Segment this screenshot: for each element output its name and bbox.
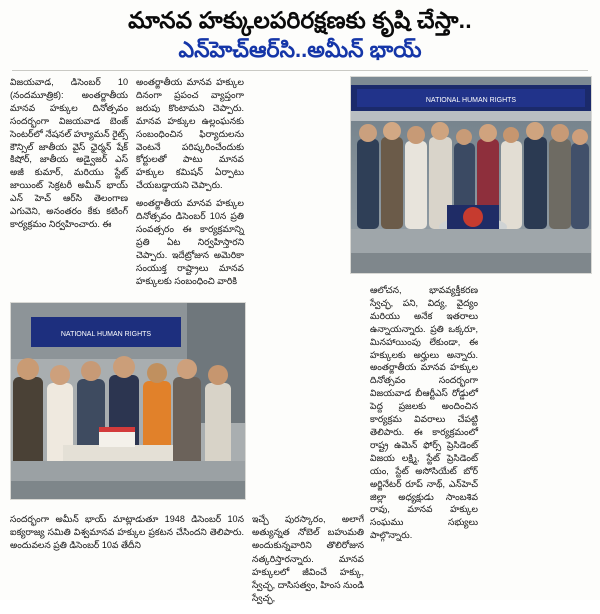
paragraph: సందర్భంగా అమీన్ భాయ్ మాట్లాడుతూ 1948 డిసెంబర్ 10న ఐక్యరాజ్య సమితి విశ్వమానవ హక్కుల ప్రకటన చేసిందని తెలిపారు. అందువలన ప్రతి డిసెంబర్ 10వ తేదీని (10, 514, 244, 551)
group-photo-human-rights-day (350, 76, 592, 274)
article-column-3 (370, 284, 478, 547)
headline-block (10, 6, 590, 64)
article-column-1 (10, 76, 128, 236)
header-divider (12, 70, 588, 71)
cake-cutting-photo (10, 302, 246, 500)
group-photo-illustration (351, 77, 591, 273)
cake-cutting-illustration (11, 303, 245, 499)
paragraph: ఆలోచన, భావవ్యక్తీకరణ స్వేచ్ఛ, పని, విద్య, వైద్యం మరియు అనేక ఇతరాలు ఉన్నాయన్నారు. ప్రతి ఒక్కరూ, మినహాయింపు లేకుండా, ఈ హక్కులకు అర్హులు అన్నారు. అంతర్జాతీయ మానవ హక్కుల దినోత్సవం సందర్భంగా విజయవాడ బీఆర్టీఎస్ రోడ్డులో పెద్ద ప్రజలకు అందించిన కార్యక్రమ వివరాలు చేపట్టి తెలిపారు. ఈ కార్యక్రమంలో రాష్ట్ర ఉమెన్ ఫోర్స్ ప్రెసిడెంట్ విజయ లక్ష్మి, స్టేట్ ప్రెసిడెంట్ యం, స్టేట్ అసోసియేట్ బోర్ అర్జినేటర్ రూప్ నాథ్, ఎన్‌హెచ్ జిల్లా అధ్యక్షుడు సాంబశివ రావు, మానవ హక్కుల సంఘము సభ్యులు పాల్గొన్నారు. (370, 285, 478, 541)
article-column-2 (136, 76, 244, 293)
paragraph: అంతర్జాతీయ మానవ హక్కుల దినోత్సవం డిసెంబర్ 10న ప్రతి సంవత్సరం ఈ కార్యక్రమాన్ని ప్రతి ఏట నిర్వహిస్తారని చెప్పారు. ఇదేట్రోజున అమెరికా సంయుక్త రాష్ట్రాలు మానవ హక్కులకు సంబంధించి వారికి (136, 198, 244, 286)
article-lower-left (10, 504, 244, 562)
headline-sub: ఎన్‌హెచ్‌ఆర్‌సి..అమీన్ భాయ్ (178, 36, 422, 62)
svg-text:NATIONAL HUMAN RIGHTS: NATIONAL HUMAN RIGHTS (425, 97, 517, 105)
svg-text:NATIONAL HUMAN RIGHTS: NATIONAL HUMAN RIGHTS (60, 331, 152, 339)
paragraph: ఇచ్చే పురస్కారం, అలాగే అత్యున్నత నోబెల్ బహుమతి అందుకున్నవారిని తొలిరోజున నత్కరిస్తారన్నారు. మానవ హక్కులలో జీవించే హక్కు, స్వేచ్ఛ, దాసిసత్వం, హింస నుండి స్వేచ్ఛ, (252, 514, 364, 604)
paragraph: విజయవాడ, డిసెంబర్ 10 (నందమూత్రిక): అంతర్జాతీయ మానవ హక్కుల దినోత్సవం సందర్భంగా విజయవాడ బెంజ్ సెంటర్‌లో నేషనల్ హ్యూమన్ రైట్స్ కౌన్సిల్ జాతీయ వైస్ ఛైర్మన్ షేక్ కిషోర్, జాతీయ అడ్వైజర్ ఎస్ అజీ కుమార్, మరియు స్టేట్ జాయింట్ సెక్రటరీ అమీన్ భాయ్ ఎన్ హెచ్ ఆర్‌సి తెలంగాణ ఎగువెని, అనంతరం కేకు కటింగ్ కార్యక్రమం నిర్వహించారు. ఈ (10, 77, 128, 230)
article-body (10, 76, 590, 604)
headline-main: మానవ హక్కులపరిరక్షణకు కృషి చేస్తా.. (128, 7, 472, 33)
paragraph: అంతర్జాతీయ మానవ హక్కుల దినంగా ప్రపంచ వ్యాప్తంగా జరుపు కొంటామని చెప్పారు. మానవ హక్కుల ఉల్లంఘనకు సంబంధించిన ఫిర్యాదులను వెంటనే పరిష్కరించేందుకు కోర్టులతో పాటు మానవ హక్కుల కమిషన్ ఏర్పాటు చేయబడ్డాయని చెప్పారు. (136, 77, 244, 191)
article-lower-middle (252, 504, 364, 614)
